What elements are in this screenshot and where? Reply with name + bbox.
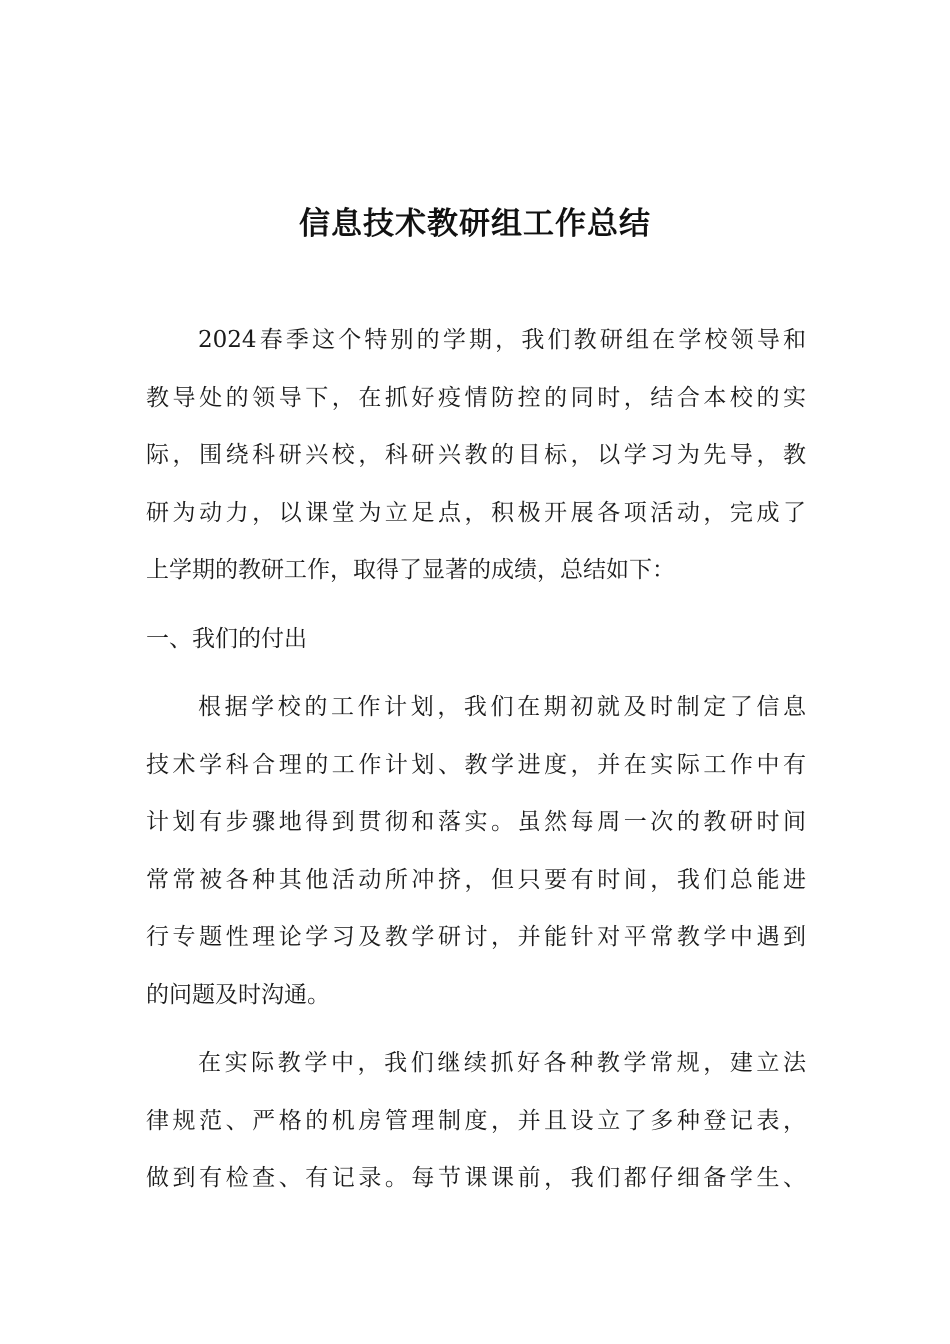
paragraph-line: 上学期的教研工作，取得了显著的成绩，总结如下： [146,557,675,583]
document-body [146,312,806,1208]
paragraph-line: 做到有检查、有记录。每节课课前，我们都仔细备学生、 [146,1165,806,1191]
paragraph-line: 研为动力，以课堂为立足点，积极开展各项活动，完成了 [146,499,806,526]
paragraph-line: 常常被各种其他活动所冲挤，但只要有时间，我们总能进 [146,866,806,893]
paragraph-line: 在实际教学中，我们继续抓好各种教学常规，建立法 [198,1050,806,1076]
paragraph-line: 技术学科合理的工作计划、教学进度，并在实际工作中有 [146,751,806,778]
section-heading: 一、我们的付出 [146,625,307,652]
paragraph-line: 律规范、严格的机房管理制度，并且设立了多种登记表， [146,1107,806,1134]
paragraph-spacing [146,1024,806,1035]
paragraph-practice [146,1035,806,1208]
paragraph-line: 际，围绕科研兴校，科研兴教的目标，以学习为先导，教 [146,442,806,468]
paragraph-line: 2024春季这个特别的学期，我们教研组在学校领导和 [198,327,806,353]
paragraph-spacing [146,668,806,679]
paragraph-intro [146,312,806,600]
paragraph-spacing [146,600,806,611]
paragraph-line: 的问题及时沟通。 [146,981,330,1008]
paragraph-line: 根据学校的工作计划，我们在期初就及时制定了信息 [198,694,806,720]
paragraph-plan [146,679,806,1024]
document-title: 信息技术教研组工作总结 [299,206,651,242]
paragraph-line: 教导处的领导下，在抓好疫情防控的同时，结合本校的实 [146,384,806,411]
paragraph-line: 计划有步骤地得到贯彻和落实。虽然每周一次的教研时间 [146,809,806,835]
paragraph-line: 行专题性理论学习及教学研讨，并能针对平常教学中遇到 [146,924,806,950]
